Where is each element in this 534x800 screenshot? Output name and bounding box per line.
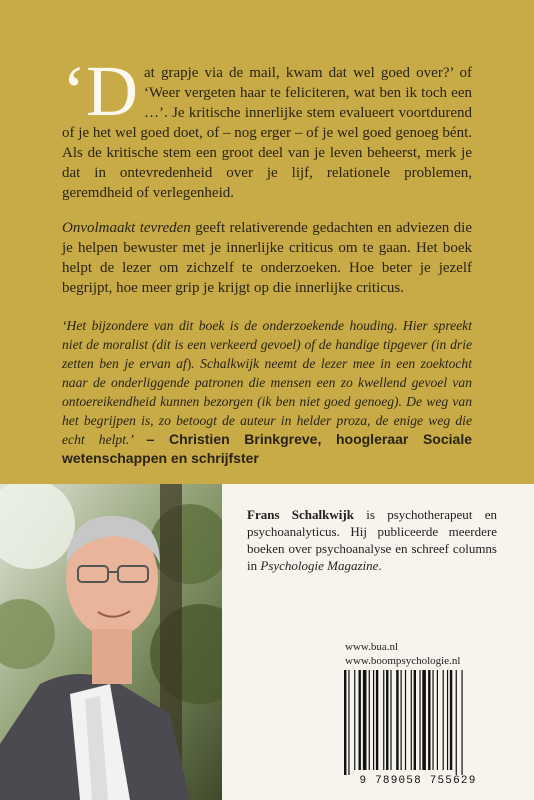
intro-text: at grapje via de mail, kwam dat wel goed over?’ of ‘Weer vergeten haar te feliciteren, wat ben ik toch een …’. Je kritische innerlijke stem evalueert voortdurend of je het wel goed doet, of – nog erger – of je wel goed genoeg bént. Als de kritische stem een groot deel van je leven beheerst, merk je dat in ontevredenheid over je lijf, relationele problemen, geremdheid of verlegenheid.	[62, 65, 472, 201]
author-photo	[0, 484, 222, 800]
url-bua[interactable]: www.bua.nl	[345, 641, 399, 653]
bio-end: .	[378, 558, 382, 573]
quote-attribution: – Christien Brinkgreve, hoogleraar Sociale wetenschappen en schrijfster	[62, 431, 472, 466]
drop-cap: ‘D	[62, 51, 138, 131]
bio-text: is psychotherapeut en psychoanalyticus. Hij publiceerde meerdere boeken over psychoanalyse en schreef columns in	[247, 507, 497, 573]
summary-paragraph	[62, 218, 472, 298]
author-name: Frans Schalkwijk	[247, 507, 354, 522]
quote-text-2: . Schalkwijk neemt de lezer mee in een zoektocht naar de onderliggende patronen die mensen een zo kwellend gevoel van ontoereikendheid kunnen bezorgen (ik ben niet goed genoeg). De weg van het begrijpen is, zo betoogt de auteur in helder proza, de enige weg die echt helpt.’	[62, 356, 472, 447]
endorsement-quote	[62, 316, 472, 468]
author-panel	[0, 484, 534, 800]
magazine-title: Psychologie Magazine	[260, 558, 379, 573]
publisher-urls	[345, 640, 460, 668]
url-boompsychologie[interactable]: www.boompsychologie.nl	[345, 655, 461, 667]
isbn-number: 9 789058 755629	[359, 775, 477, 787]
quote-paren: )	[186, 356, 192, 371]
author-bio	[247, 506, 497, 574]
barcode-icon	[340, 670, 496, 775]
intro-paragraph	[62, 51, 472, 203]
blurb-text	[62, 51, 472, 483]
summary-text: geeft relativerende gedachten en adviezen die je helpen bewuster met je innerlijke criticus om te gaan. Het boek helpt de lezer om zichzelf te onderzoeken. Hoe beter je jezelf begrijpt, hoe meer grip je krijgt op die innerlijke criticus.	[62, 220, 472, 296]
book-title: Onvolmaakt tevreden	[62, 220, 191, 236]
quote-text-1: ‘Het bijzondere van dit boek is de onderzoekende houding. Hier spreekt niet de moralist (dit is een verkeerd gevoel) of de handige tipgever (in drie zetten ben je ervan af	[62, 318, 472, 371]
